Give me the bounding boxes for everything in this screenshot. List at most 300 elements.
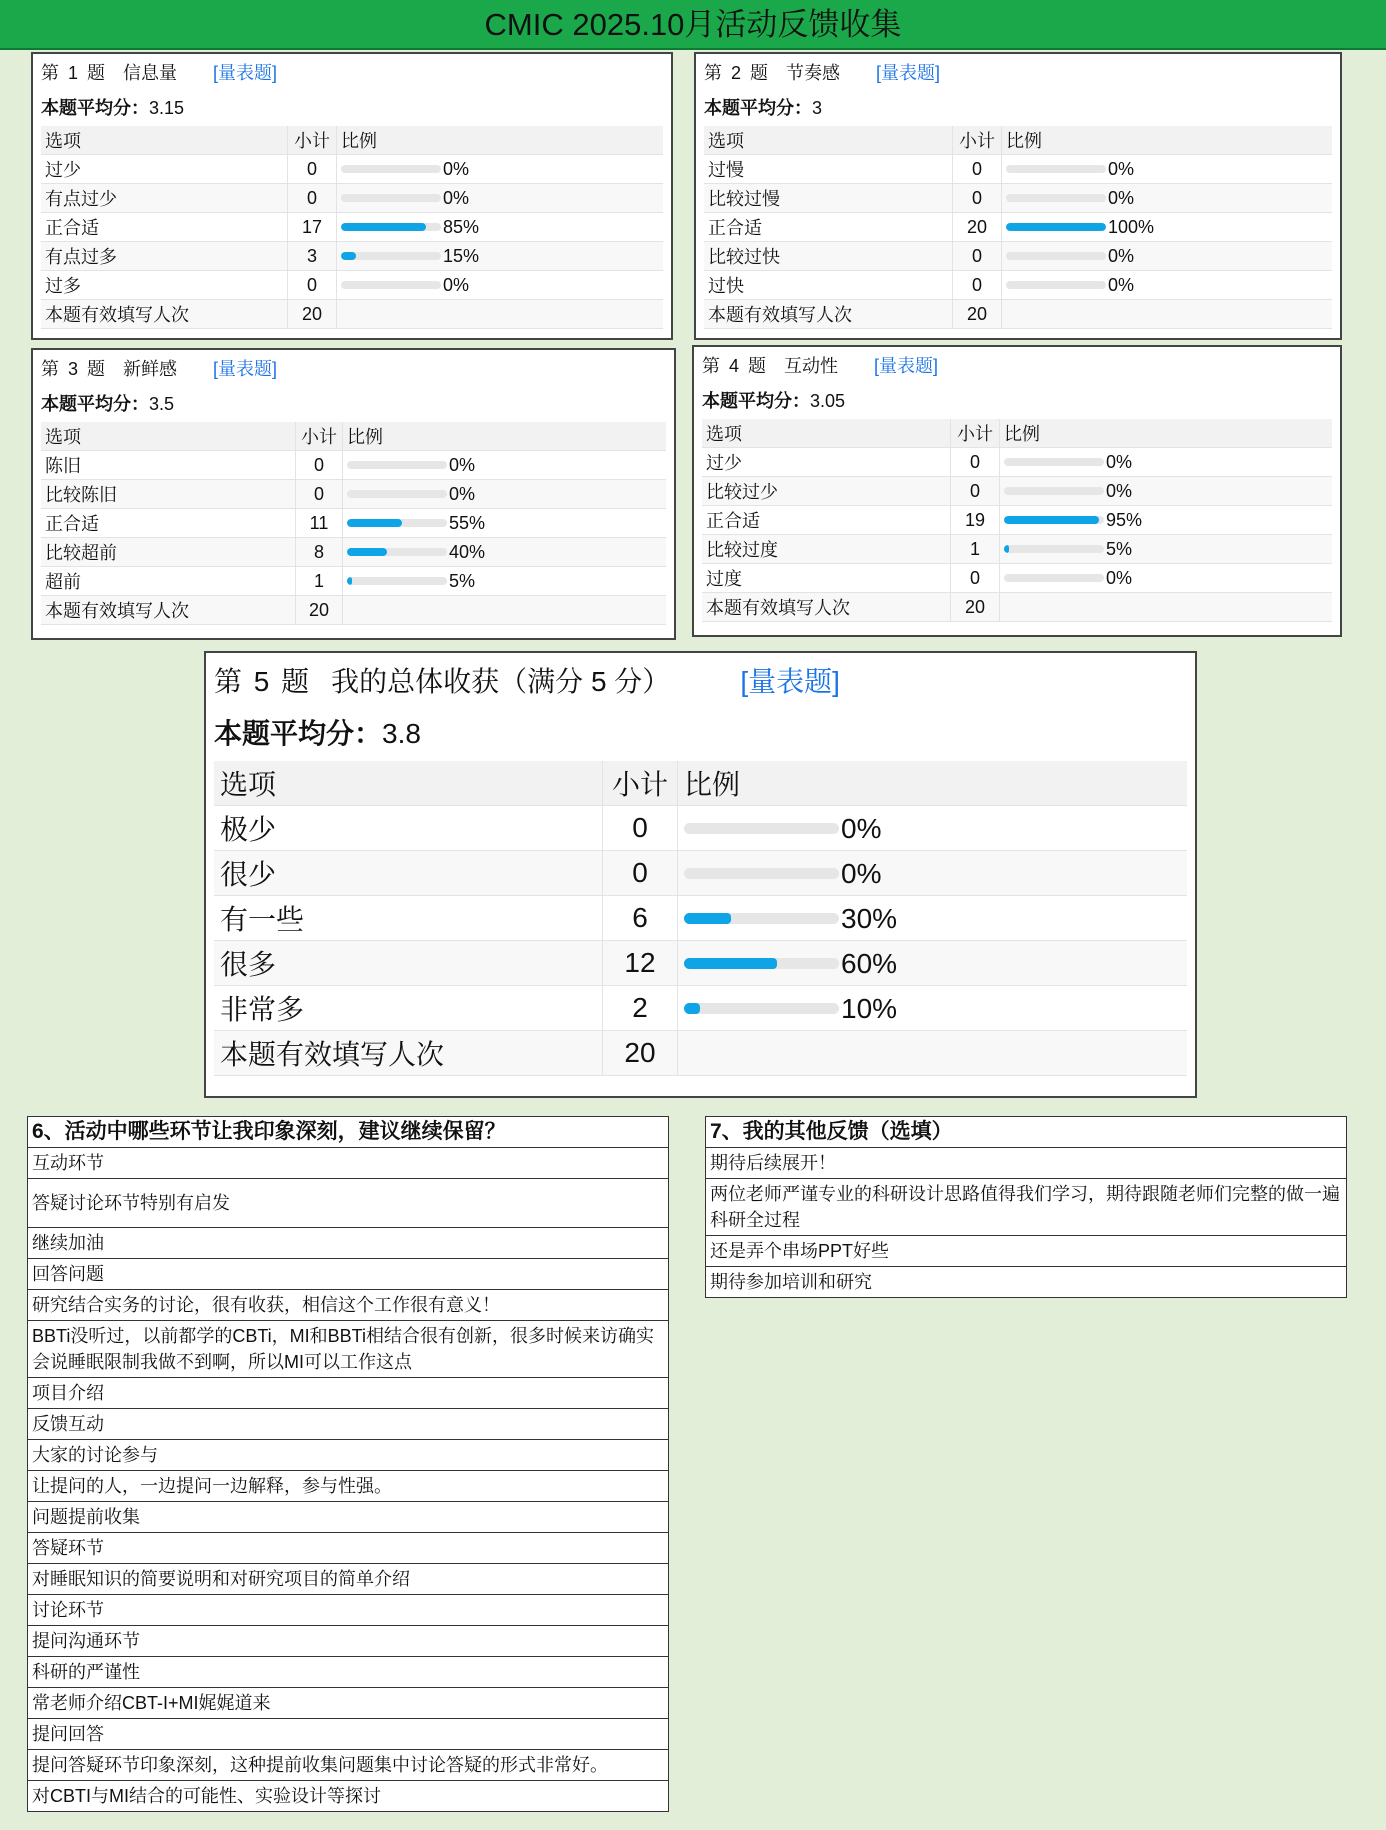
ratio-percent: 15% xyxy=(443,245,480,266)
option-count: 11 xyxy=(296,509,343,538)
option-label: 过多 xyxy=(41,271,288,300)
question-prefix: 第 xyxy=(41,63,61,83)
answer-row xyxy=(28,1781,669,1812)
table-row xyxy=(41,567,666,596)
ratio-bar xyxy=(1004,545,1104,553)
average-label: 本题平均分： xyxy=(41,394,149,414)
answer-text: 问题提前收集 xyxy=(28,1502,669,1533)
option-ratio xyxy=(337,271,664,300)
average-score xyxy=(702,383,1332,419)
ratio-bar xyxy=(347,519,447,527)
total-ratio-empty xyxy=(343,596,667,625)
ratio-bar-fill xyxy=(684,1003,700,1014)
average-value: 3.15 xyxy=(149,98,185,118)
option-count: 0 xyxy=(951,564,1000,593)
answer-text: 项目介绍 xyxy=(28,1378,669,1409)
answer-text: 科研的严谨性 xyxy=(28,1657,669,1688)
option-ratio xyxy=(337,213,664,242)
question-suffix: 题 xyxy=(748,356,769,376)
answer-row xyxy=(28,1688,669,1719)
option-label: 陈旧 xyxy=(41,451,296,480)
option-label: 正合适 xyxy=(704,213,953,242)
question-5-box xyxy=(204,651,1197,1098)
answer-row xyxy=(28,1409,669,1440)
option-label: 过度 xyxy=(702,564,951,593)
ratio-bar xyxy=(684,868,839,879)
ratio-bar-fill xyxy=(684,913,731,924)
question-header xyxy=(214,657,1187,707)
option-count: 3 xyxy=(288,242,337,271)
table-row xyxy=(214,851,1187,896)
q6-title: 6、活动中哪些环节让我印象深刻，建议继续保留？ xyxy=(28,1117,669,1148)
scale-question-link[interactable]: [量表题] xyxy=(874,356,939,376)
page-title: CMIC 2025.10月活动反馈收集 xyxy=(0,0,1386,50)
answer-text: 对睡眠知识的简要说明和对研究项目的简单介绍 xyxy=(28,1564,669,1595)
ratio-percent: 0% xyxy=(1108,158,1135,179)
answer-row xyxy=(706,1179,1347,1236)
option-label: 过慢 xyxy=(704,155,953,184)
ratio-percent: 10% xyxy=(841,992,898,1024)
question-number-value: 2 xyxy=(731,63,744,83)
option-ratio xyxy=(678,986,1188,1031)
option-ratio xyxy=(1000,506,1333,535)
table-row xyxy=(704,242,1332,271)
answer-text: BBTi没听过，以前都学的CBTi，MI和BBTi相结合很有创新，很多时候来访确实会说睡眠限制我做不到啊，所以MI可以工作这点 xyxy=(28,1321,669,1378)
col-count-header: 小计 xyxy=(951,419,1000,448)
option-count: 6 xyxy=(603,896,678,941)
answer-row xyxy=(28,1657,669,1688)
question-number xyxy=(702,356,768,376)
option-ratio xyxy=(1002,271,1333,300)
results-table xyxy=(214,761,1187,1076)
answer-row xyxy=(28,1533,669,1564)
table-row xyxy=(704,213,1332,242)
table-header-row xyxy=(214,761,1187,806)
option-count: 0 xyxy=(953,155,1002,184)
ratio-bar xyxy=(347,548,447,556)
answer-text: 继续加油 xyxy=(28,1228,669,1259)
average-value: 3.05 xyxy=(810,391,846,411)
answer-text: 研究结合实务的讨论，很有收获，相信这个工作很有意义！ xyxy=(28,1290,669,1321)
option-label: 比较陈旧 xyxy=(41,480,296,509)
option-label: 正合适 xyxy=(41,213,288,242)
ratio-bar xyxy=(1006,165,1106,173)
col-option-header: 选项 xyxy=(214,761,603,806)
total-label: 本题有效填写人次 xyxy=(702,593,951,622)
ratio-percent: 95% xyxy=(1106,509,1143,530)
answer-text: 回答问题 xyxy=(28,1259,669,1290)
answer-text: 讨论环节 xyxy=(28,1595,669,1626)
option-count: 1 xyxy=(951,535,1000,564)
total-row xyxy=(41,596,666,625)
total-label: 本题有效填写人次 xyxy=(214,1031,603,1076)
answer-row xyxy=(28,1750,669,1781)
table-row xyxy=(214,941,1187,986)
ratio-percent: 0% xyxy=(1106,451,1133,472)
option-ratio xyxy=(343,538,667,567)
option-label: 正合适 xyxy=(41,509,296,538)
ratio-percent: 55% xyxy=(449,512,486,533)
ratio-percent: 0% xyxy=(1106,480,1133,501)
results-table xyxy=(704,126,1332,329)
answer-text: 大家的讨论参与 xyxy=(28,1440,669,1471)
ratio-percent: 40% xyxy=(449,541,486,562)
ratio-percent: 0% xyxy=(449,454,476,475)
answer-text: 提问回答 xyxy=(28,1719,669,1750)
option-ratio xyxy=(337,155,664,184)
total-label: 本题有效填写人次 xyxy=(704,300,953,329)
ratio-bar xyxy=(1004,516,1104,524)
question-name: 信息量 xyxy=(123,63,178,83)
answer-row xyxy=(28,1471,669,1502)
question-prefix: 第 xyxy=(41,359,61,379)
average-value: 3 xyxy=(812,98,823,118)
table-row xyxy=(41,213,663,242)
answer-text: 还是弄个串场PPT好些 xyxy=(706,1236,1347,1267)
total-row xyxy=(41,300,663,329)
col-option-header: 选项 xyxy=(41,422,296,451)
option-label: 非常多 xyxy=(214,986,603,1031)
answer-row xyxy=(28,1228,669,1259)
option-label: 比较超前 xyxy=(41,538,296,567)
question-3-box xyxy=(31,348,676,640)
option-ratio xyxy=(678,896,1188,941)
option-ratio xyxy=(1002,213,1333,242)
option-ratio xyxy=(1002,184,1333,213)
option-count: 2 xyxy=(603,986,678,1031)
answer-text: 反馈互动 xyxy=(28,1409,669,1440)
ratio-bar-fill xyxy=(1004,545,1009,553)
question-number xyxy=(41,63,107,83)
option-ratio xyxy=(1000,477,1333,506)
ratio-bar xyxy=(341,281,441,289)
average-score xyxy=(214,707,1187,761)
question-prefix: 第 xyxy=(704,63,724,83)
total-ratio-empty xyxy=(1000,593,1333,622)
total-ratio-empty xyxy=(678,1031,1188,1076)
answer-row xyxy=(28,1595,669,1626)
question-1-box xyxy=(31,52,673,340)
col-ratio-header: 比例 xyxy=(337,126,664,155)
question-suffix: 题 xyxy=(87,63,108,83)
answer-row xyxy=(706,1236,1347,1267)
option-count: 0 xyxy=(288,271,337,300)
total-value: 20 xyxy=(296,596,343,625)
answer-row xyxy=(28,1564,669,1595)
question-prefix: 第 xyxy=(214,666,245,697)
option-label: 过少 xyxy=(702,448,951,477)
table-row xyxy=(41,242,663,271)
option-label: 比较过快 xyxy=(704,242,953,271)
question-suffix: 题 xyxy=(87,359,108,379)
average-score xyxy=(41,386,666,422)
answer-row xyxy=(706,1148,1347,1179)
total-ratio-empty xyxy=(1002,300,1333,329)
option-label: 比较过度 xyxy=(702,535,951,564)
answer-text: 期待后续展开！ xyxy=(706,1148,1347,1179)
ratio-bar xyxy=(684,823,839,834)
table-row xyxy=(41,509,666,538)
ratio-percent: 0% xyxy=(841,812,882,844)
average-label: 本题平均分： xyxy=(41,98,149,118)
ratio-bar-fill xyxy=(341,223,426,231)
ratio-percent: 0% xyxy=(443,158,470,179)
average-label: 本题平均分： xyxy=(704,98,812,118)
option-label: 很多 xyxy=(214,941,603,986)
table-header-row xyxy=(41,422,666,451)
ratio-bar xyxy=(1006,223,1106,231)
table-row xyxy=(704,271,1332,300)
option-count: 0 xyxy=(288,184,337,213)
option-ratio xyxy=(343,451,667,480)
q7-title: 7、我的其他反馈（选填） xyxy=(706,1117,1347,1148)
ratio-bar xyxy=(347,461,447,469)
ratio-bar-fill xyxy=(341,252,356,260)
option-label: 比较过慢 xyxy=(704,184,953,213)
option-count: 0 xyxy=(953,184,1002,213)
total-label: 本题有效填写人次 xyxy=(41,300,288,329)
scale-question-link[interactable]: [量表题] xyxy=(740,666,840,697)
table-header-row xyxy=(704,126,1332,155)
question-number-value: 3 xyxy=(68,359,81,379)
question-header xyxy=(702,349,1332,383)
ratio-bar xyxy=(347,490,447,498)
total-row xyxy=(214,1031,1187,1076)
answer-text: 对CBTI与MI结合的可能性、实验设计等探讨 xyxy=(28,1781,669,1812)
scale-question-link[interactable]: [量表题] xyxy=(213,359,278,379)
col-ratio-header: 比例 xyxy=(343,422,667,451)
ratio-bar xyxy=(1006,281,1106,289)
ratio-percent: 85% xyxy=(443,216,480,237)
ratio-bar xyxy=(341,194,441,202)
answer-text: 互动环节 xyxy=(28,1148,669,1179)
total-row xyxy=(704,300,1332,329)
option-label: 很少 xyxy=(214,851,603,896)
total-value: 20 xyxy=(288,300,337,329)
ratio-percent: 0% xyxy=(1108,245,1135,266)
ratio-bar xyxy=(1004,487,1104,495)
ratio-bar xyxy=(1004,574,1104,582)
question-number xyxy=(704,63,770,83)
answer-row xyxy=(28,1148,669,1179)
option-count: 0 xyxy=(953,242,1002,271)
option-count: 0 xyxy=(951,477,1000,506)
question-4-box xyxy=(692,345,1342,637)
ratio-percent: 0% xyxy=(443,187,470,208)
answer-row xyxy=(28,1502,669,1533)
question-name: 新鲜感 xyxy=(123,359,178,379)
answer-row xyxy=(28,1259,669,1290)
option-ratio xyxy=(337,184,664,213)
ratio-percent: 5% xyxy=(449,570,476,591)
table-row xyxy=(41,184,663,213)
col-ratio-header: 比例 xyxy=(678,761,1188,806)
option-label: 有点过多 xyxy=(41,242,288,271)
total-label: 本题有效填写人次 xyxy=(41,596,296,625)
answer-row xyxy=(28,1719,669,1750)
table-row xyxy=(702,448,1332,477)
col-count-header: 小计 xyxy=(953,126,1002,155)
results-table xyxy=(702,419,1332,622)
ratio-bar xyxy=(1006,252,1106,260)
option-label: 正合适 xyxy=(702,506,951,535)
option-count: 12 xyxy=(603,941,678,986)
total-ratio-empty xyxy=(337,300,664,329)
ratio-percent: 0% xyxy=(1108,274,1135,295)
answer-text: 提问沟通环节 xyxy=(28,1626,669,1657)
average-score xyxy=(41,90,663,126)
option-count: 19 xyxy=(951,506,1000,535)
ratio-percent: 100% xyxy=(1108,216,1155,237)
question-header xyxy=(704,56,1332,90)
answer-row xyxy=(28,1179,669,1228)
table-row xyxy=(704,184,1332,213)
ratio-bar-fill xyxy=(347,548,387,556)
answer-text: 答疑讨论环节特别有启发 xyxy=(28,1179,669,1228)
ratio-percent: 0% xyxy=(449,483,476,504)
scale-question-link[interactable]: [量表题] xyxy=(876,63,941,83)
ratio-percent: 0% xyxy=(1108,187,1135,208)
ratio-bar-fill xyxy=(347,577,352,585)
option-count: 0 xyxy=(296,480,343,509)
table-row xyxy=(702,535,1332,564)
option-count: 20 xyxy=(953,213,1002,242)
ratio-bar xyxy=(684,913,839,924)
option-count: 1 xyxy=(296,567,343,596)
option-ratio xyxy=(1002,155,1333,184)
table-row xyxy=(214,986,1187,1031)
ratio-percent: 0% xyxy=(443,274,470,295)
table-row xyxy=(41,155,663,184)
average-label: 本题平均分： xyxy=(214,718,383,749)
table-row xyxy=(702,477,1332,506)
answer-row xyxy=(706,1267,1347,1298)
results-table xyxy=(41,422,666,625)
option-ratio xyxy=(1000,564,1333,593)
answer-row xyxy=(28,1440,669,1471)
table-row xyxy=(41,271,663,300)
option-label: 比较过少 xyxy=(702,477,951,506)
answer-row xyxy=(28,1321,669,1378)
ratio-percent: 0% xyxy=(841,857,882,889)
ratio-percent: 0% xyxy=(1106,567,1133,588)
option-label: 过快 xyxy=(704,271,953,300)
table-row xyxy=(214,806,1187,851)
option-count: 0 xyxy=(296,451,343,480)
total-value: 20 xyxy=(603,1031,678,1076)
ratio-bar xyxy=(684,958,839,969)
ratio-bar-fill xyxy=(1006,223,1106,231)
question-name: 我的总体收获（满分 5 分） xyxy=(331,666,671,697)
ratio-bar xyxy=(1006,194,1106,202)
ratio-bar xyxy=(684,1003,839,1014)
col-option-header: 选项 xyxy=(704,126,953,155)
option-label: 超前 xyxy=(41,567,296,596)
option-ratio xyxy=(1002,242,1333,271)
ratio-bar xyxy=(341,252,441,260)
option-ratio xyxy=(337,242,664,271)
total-value: 20 xyxy=(951,593,1000,622)
question-number-value: 5 xyxy=(253,666,272,697)
average-value: 3.8 xyxy=(382,718,421,749)
option-count: 0 xyxy=(953,271,1002,300)
table-row xyxy=(214,896,1187,941)
average-label: 本题平均分： xyxy=(702,391,810,411)
total-row xyxy=(702,593,1332,622)
answer-row xyxy=(28,1290,669,1321)
q6-feedback-table xyxy=(27,1116,669,1812)
option-count: 17 xyxy=(288,213,337,242)
answer-text: 答疑环节 xyxy=(28,1533,669,1564)
col-option-header: 选项 xyxy=(41,126,288,155)
question-header xyxy=(41,56,663,90)
col-ratio-header: 比例 xyxy=(1000,419,1333,448)
ratio-percent: 60% xyxy=(841,947,898,979)
option-ratio xyxy=(343,567,667,596)
question-name: 互动性 xyxy=(784,356,839,376)
answer-text: 提问答疑环节印象深刻，这种提前收集问题集中讨论答疑的形式非常好。 xyxy=(28,1750,669,1781)
question-suffix: 题 xyxy=(281,666,312,697)
table-row xyxy=(41,480,666,509)
ratio-bar xyxy=(347,577,447,585)
table-header-row xyxy=(702,419,1332,448)
scale-question-link[interactable]: [量表题] xyxy=(213,63,278,83)
ratio-bar xyxy=(341,165,441,173)
table-row xyxy=(41,538,666,567)
option-count: 0 xyxy=(603,806,678,851)
question-2-box xyxy=(694,52,1342,340)
option-ratio xyxy=(343,480,667,509)
ratio-bar xyxy=(1004,458,1104,466)
answer-text: 让提问的人，一边提问一边解释，参与性强。 xyxy=(28,1471,669,1502)
ratio-percent: 30% xyxy=(841,902,898,934)
option-count: 0 xyxy=(951,448,1000,477)
answer-text: 两位老师严谨专业的科研设计思路值得我们学习，期待跟随老师们完整的做一遍科研全过程 xyxy=(706,1179,1347,1236)
table-row xyxy=(702,506,1332,535)
question-number-value: 1 xyxy=(68,63,81,83)
question-number xyxy=(214,666,311,697)
col-ratio-header: 比例 xyxy=(1002,126,1333,155)
option-ratio xyxy=(678,941,1188,986)
ratio-bar-fill xyxy=(347,519,402,527)
table-row xyxy=(702,564,1332,593)
question-prefix: 第 xyxy=(702,356,722,376)
average-score xyxy=(704,90,1332,126)
option-ratio xyxy=(1000,448,1333,477)
col-count-header: 小计 xyxy=(288,126,337,155)
question-number-value: 4 xyxy=(729,356,742,376)
answer-text: 常老师介绍CBT-I+MI娓娓道来 xyxy=(28,1688,669,1719)
answer-row xyxy=(28,1626,669,1657)
ratio-percent: 5% xyxy=(1106,538,1133,559)
option-label: 过少 xyxy=(41,155,288,184)
table-row xyxy=(41,451,666,480)
ratio-bar-fill xyxy=(1004,516,1099,524)
option-label: 有一些 xyxy=(214,896,603,941)
average-value: 3.5 xyxy=(149,394,175,414)
option-ratio xyxy=(678,806,1188,851)
question-suffix: 题 xyxy=(750,63,771,83)
table-header-row xyxy=(41,126,663,155)
option-label: 极少 xyxy=(214,806,603,851)
option-ratio xyxy=(678,851,1188,896)
question-number xyxy=(41,359,107,379)
option-ratio xyxy=(1000,535,1333,564)
table-row xyxy=(704,155,1332,184)
results-table xyxy=(41,126,663,329)
option-ratio xyxy=(343,509,667,538)
option-count: 0 xyxy=(288,155,337,184)
